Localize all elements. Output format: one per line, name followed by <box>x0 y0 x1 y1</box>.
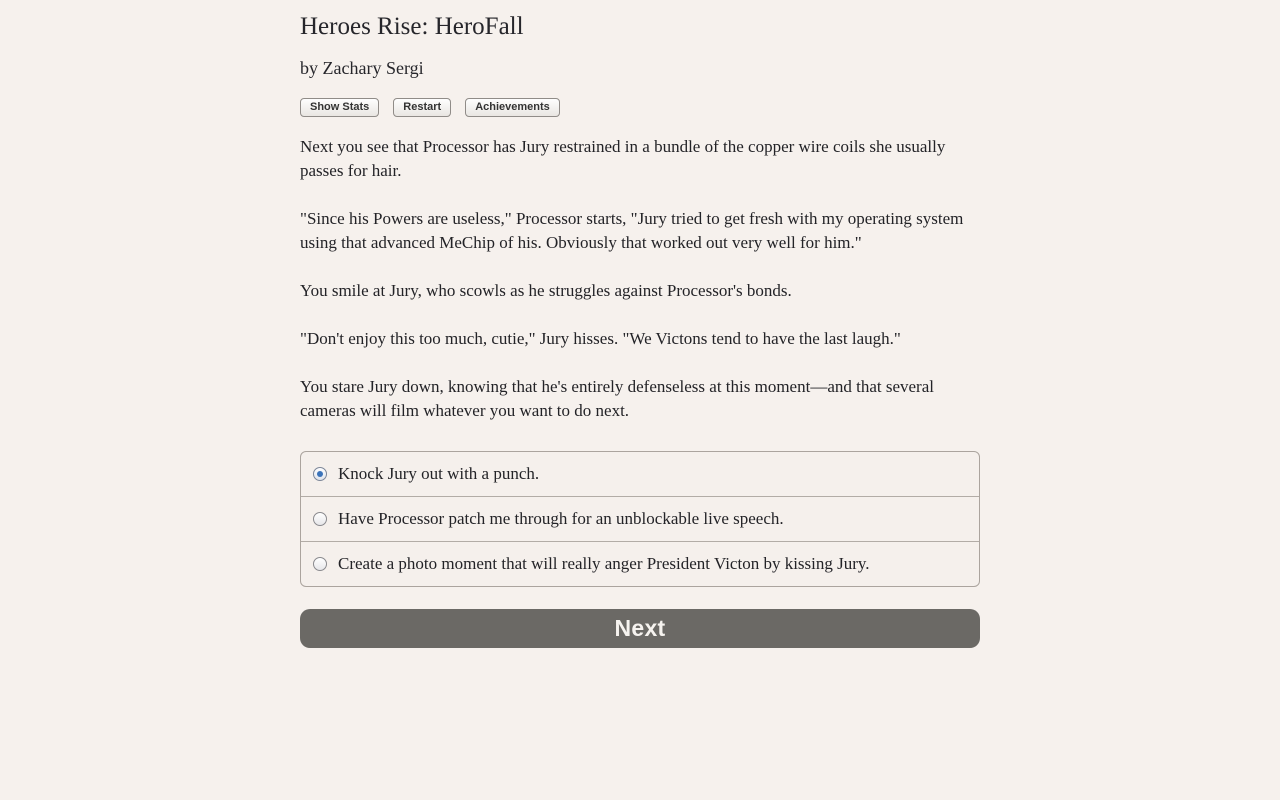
restart-button[interactable]: Restart <box>393 98 451 117</box>
story-paragraph: You stare Jury down, knowing that he's entirely defenseless at this moment—and that several cameras will film whatever you want to do next. <box>300 377 934 420</box>
game-author: by Zachary Sergi <box>300 58 424 78</box>
story-paragraph: You smile at Jury, who scowls as he struggles against Processor's bonds. <box>300 281 792 300</box>
story-paragraph: Next you see that Processor has Jury restrained in a bundle of the copper wire coils she usually passes for hair. <box>300 137 946 180</box>
choice-option-1[interactable] <box>301 452 979 497</box>
radio-button-icon[interactable] <box>313 557 327 571</box>
choice-option-2[interactable] <box>301 497 979 542</box>
choice-option-label: Knock Jury out with a punch. <box>338 464 540 483</box>
achievements-button[interactable]: Achievements <box>465 98 560 117</box>
show-stats-button[interactable]: Show Stats <box>300 98 379 117</box>
story-paragraph: "Don't enjoy this too much, cutie," Jury hisses. "We Victons tend to have the last laugh." <box>300 329 901 348</box>
story-paragraph: "Since his Powers are useless," Processor starts, "Jury tried to get fresh with my operating system using that advanced MeChip of his. Obviously that worked out very well for him." <box>300 209 964 252</box>
toolbar <box>300 97 980 117</box>
choice-option-3[interactable] <box>301 542 979 586</box>
choice-option-label: Create a photo moment that will really anger President Victon by kissing Jury. <box>338 554 870 573</box>
radio-button-icon[interactable] <box>313 467 327 481</box>
game-title: Heroes Rise: HeroFall <box>300 13 524 40</box>
choice-option-label: Have Processor patch me through for an unblockable live speech. <box>338 509 784 528</box>
choice-list <box>300 451 980 587</box>
next-button[interactable]: Next <box>300 609 980 648</box>
story-text <box>300 135 980 423</box>
radio-button-icon[interactable] <box>313 512 327 526</box>
game-page <box>300 0 980 648</box>
